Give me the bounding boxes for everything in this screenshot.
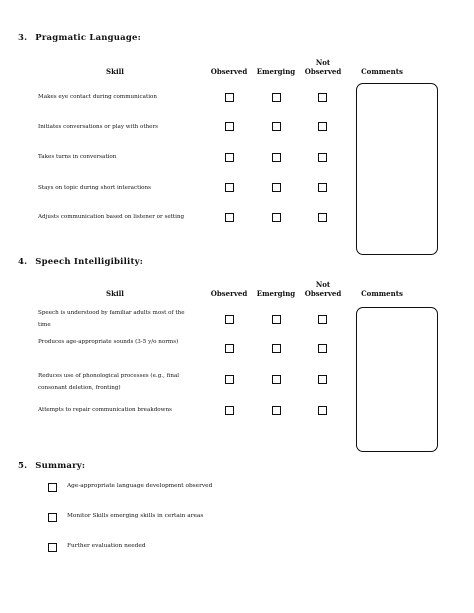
- not-observed-checkbox[interactable]: [318, 122, 327, 131]
- not-observed-checkbox[interactable]: [318, 93, 327, 102]
- section-heading-summary: [18, 461, 85, 471]
- column-header-not-observed-line2: Observed: [304, 289, 342, 298]
- section-heading-intelligibility: [18, 257, 143, 267]
- not-observed-checkbox[interactable]: [318, 213, 327, 222]
- column-header-not-observed-line1: Not: [315, 58, 331, 67]
- observed-checkbox[interactable]: [225, 153, 234, 162]
- column-header-skill: Skill: [106, 289, 124, 298]
- column-header-emerging: Emerging: [256, 67, 296, 76]
- observed-checkbox[interactable]: [225, 122, 234, 131]
- observed-checkbox[interactable]: [225, 93, 234, 102]
- comments-box[interactable]: [356, 307, 438, 452]
- summary-option-label: Age-appropriate language development observed: [67, 483, 213, 489]
- observed-checkbox[interactable]: [225, 315, 234, 324]
- emerging-checkbox[interactable]: [272, 213, 281, 222]
- column-header-observed: Observed: [210, 289, 248, 298]
- not-observed-checkbox[interactable]: [318, 375, 327, 384]
- not-observed-checkbox[interactable]: [318, 315, 327, 324]
- not-observed-checkbox[interactable]: [318, 153, 327, 162]
- comments-box[interactable]: [356, 83, 438, 255]
- emerging-checkbox[interactable]: [272, 122, 281, 131]
- column-header-not-observed: [299, 280, 347, 298]
- column-header-comments: Comments: [361, 289, 403, 298]
- summary-checkbox[interactable]: [48, 483, 57, 492]
- section-heading-pragmatic: [18, 33, 141, 43]
- emerging-checkbox[interactable]: [272, 183, 281, 192]
- column-header-not-observed: [299, 58, 347, 76]
- summary-checkbox[interactable]: [48, 543, 57, 552]
- section-number: 3.: [18, 33, 28, 43]
- skill-row-label: Initiates conversations or play with others: [38, 124, 159, 130]
- skill-row-label: Takes turns in conversation: [38, 154, 117, 160]
- observed-checkbox[interactable]: [225, 183, 234, 192]
- section-number: 5.: [18, 461, 28, 471]
- skill-row-label: Attempts to repair communication breakdowns: [38, 407, 172, 413]
- emerging-checkbox[interactable]: [272, 375, 281, 384]
- skill-row-label: Stays on topic during short interactions: [38, 185, 151, 191]
- section-title: Summary:: [35, 461, 86, 471]
- column-header-comments: Comments: [361, 67, 403, 76]
- skill-row-label: Speech is understood by familiar adults most of the time: [38, 310, 185, 328]
- emerging-checkbox[interactable]: [272, 93, 281, 102]
- emerging-checkbox[interactable]: [272, 344, 281, 353]
- column-header-not-observed-line1: Not: [315, 280, 331, 289]
- summary-option-label: Monitor Skills emerging skills in certain areas: [67, 513, 204, 519]
- skill-row-label: Makes eye contact during communication: [38, 94, 158, 100]
- column-header-not-observed-line2: Observed: [304, 67, 342, 76]
- not-observed-checkbox[interactable]: [318, 406, 327, 415]
- column-header-emerging: Emerging: [256, 289, 296, 298]
- skill-row-label: Reduces use of phonological processes (e.g., final consonant deletion, fronting): [38, 373, 180, 391]
- observed-checkbox[interactable]: [225, 406, 234, 415]
- emerging-checkbox[interactable]: [272, 315, 281, 324]
- emerging-checkbox[interactable]: [272, 153, 281, 162]
- column-header-observed: Observed: [210, 67, 248, 76]
- observed-checkbox[interactable]: [225, 344, 234, 353]
- observed-checkbox[interactable]: [225, 375, 234, 384]
- section-title: Speech Intelligibility:: [35, 257, 144, 267]
- summary-option-label: Further evaluation needed: [67, 543, 146, 549]
- not-observed-checkbox[interactable]: [318, 344, 327, 353]
- summary-checkbox[interactable]: [48, 513, 57, 522]
- column-header-skill: Skill: [106, 67, 124, 76]
- section-title: Pragmatic Language:: [35, 33, 141, 43]
- not-observed-checkbox[interactable]: [318, 183, 327, 192]
- section-number: 4.: [18, 257, 28, 267]
- observed-checkbox[interactable]: [225, 213, 234, 222]
- emerging-checkbox[interactable]: [272, 406, 281, 415]
- skill-row-label: Adjusts communication based on listener or setting: [38, 214, 185, 220]
- skill-row-label: Produces age-appropriate sounds (3-5 y/o norms): [38, 339, 179, 345]
